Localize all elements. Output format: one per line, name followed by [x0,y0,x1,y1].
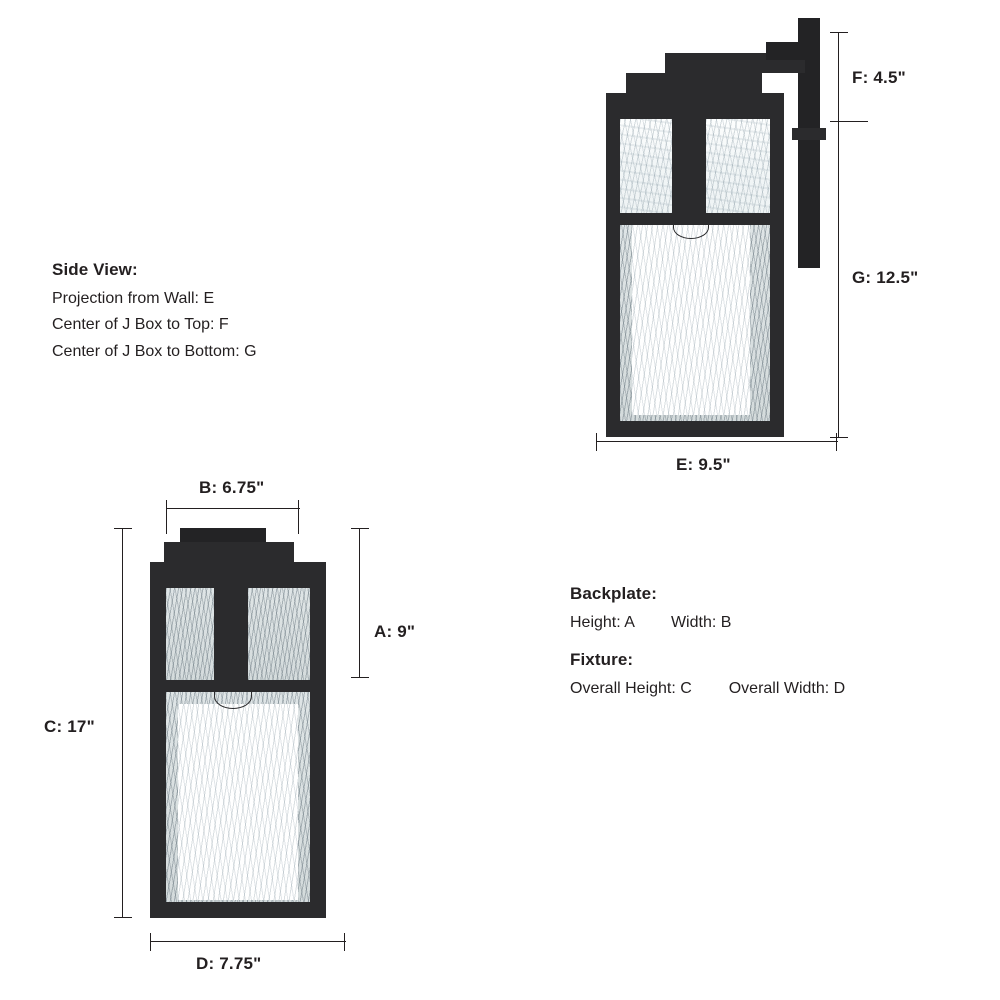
upper-glass-right [706,119,770,217]
frame-left-post [606,107,620,437]
lamp-bulb-icon-front [214,684,252,709]
dimension-line-D [150,941,346,942]
fixture-legend-title: Fixture: [570,650,634,670]
dimension-tick-B-left [166,500,167,534]
top-cap [626,73,762,93]
spec-legend [570,580,970,703]
top-arm-elbow [766,42,806,60]
dimension-line-A [359,528,360,678]
side-view-legend-line-1: Projection from Wall: E [52,290,215,308]
side-view-legend [52,256,382,365]
frame-bottom-rail-front [150,902,326,918]
frame-bottom-rail [606,421,784,437]
fixture-width-label: Overall Width: D [728,680,846,698]
dimension-tick-F-top [830,32,848,33]
inner-glass-shade-front [178,704,298,900]
dimension-tick-A-top [351,528,369,529]
dimension-tick-F-bottom [830,121,868,122]
inner-glass-shade [632,225,750,415]
upper-glass-left [620,119,672,217]
side-view-legend-line-2: Center of J Box to Top: F [52,316,229,334]
dimension-label-F: F: 4.5" [852,68,906,87]
lamp-socket [685,148,694,220]
dimension-tick-D-left [150,933,151,951]
upper-glass-right-front [248,588,310,684]
junction-box-plate [792,128,826,140]
fixture-height-label: Overall Height: C [570,680,692,698]
dimension-tick-C-bottom [114,917,132,918]
dimension-label-G: G: 12.5" [852,268,919,287]
dimension-tick-D-right [344,933,345,951]
top-cap-lip-front [150,562,326,576]
front-view-wall-lantern [148,528,348,928]
dimension-label-A: A: 9" [374,622,416,641]
dimension-line-G [838,122,839,438]
upper-glass-left-front [166,588,214,684]
dimension-label-D: D: 7.75" [196,954,262,973]
frame-right-post-front [310,576,326,918]
side-view-wall-lantern [590,18,840,448]
side-view-legend-title: Side View: [52,260,138,279]
frame-top-rail-front [150,576,326,588]
frame-top-rail [606,107,784,119]
lamp-socket-front [227,616,236,686]
dimension-line-B [166,508,300,509]
side-view-legend-line-3: Center of J Box to Bottom: G [52,342,257,360]
lamp-bulb-icon [673,216,709,239]
dimension-line-E [596,441,838,442]
dimension-tick-A-bottom [351,677,369,678]
backplate-width-label: Width: B [670,614,732,632]
dimension-tick-C-top [114,528,132,529]
backplate-height-label: Height: A [570,614,635,632]
dimension-tick-B-right [298,500,299,534]
dimension-tick-E-right [836,433,837,451]
dimension-label-C: C: 17" [44,717,95,736]
dimension-tick-E-left [596,433,597,451]
dimension-label-E: E: 9.5" [676,455,731,474]
top-cap-front [164,542,294,562]
frame-right-post [770,107,784,437]
backplate-legend-values [570,610,970,636]
frame-left-post-front [150,576,166,918]
dimension-line-F [838,32,839,122]
dimension-label-B: B: 6.75" [199,478,265,497]
top-cap-lip [606,93,784,107]
dimension-tick-G-bottom [830,437,848,438]
dimension-line-C [122,528,123,918]
backplate-legend-title: Backplate: [570,584,657,603]
fixture-legend-values [570,676,970,702]
